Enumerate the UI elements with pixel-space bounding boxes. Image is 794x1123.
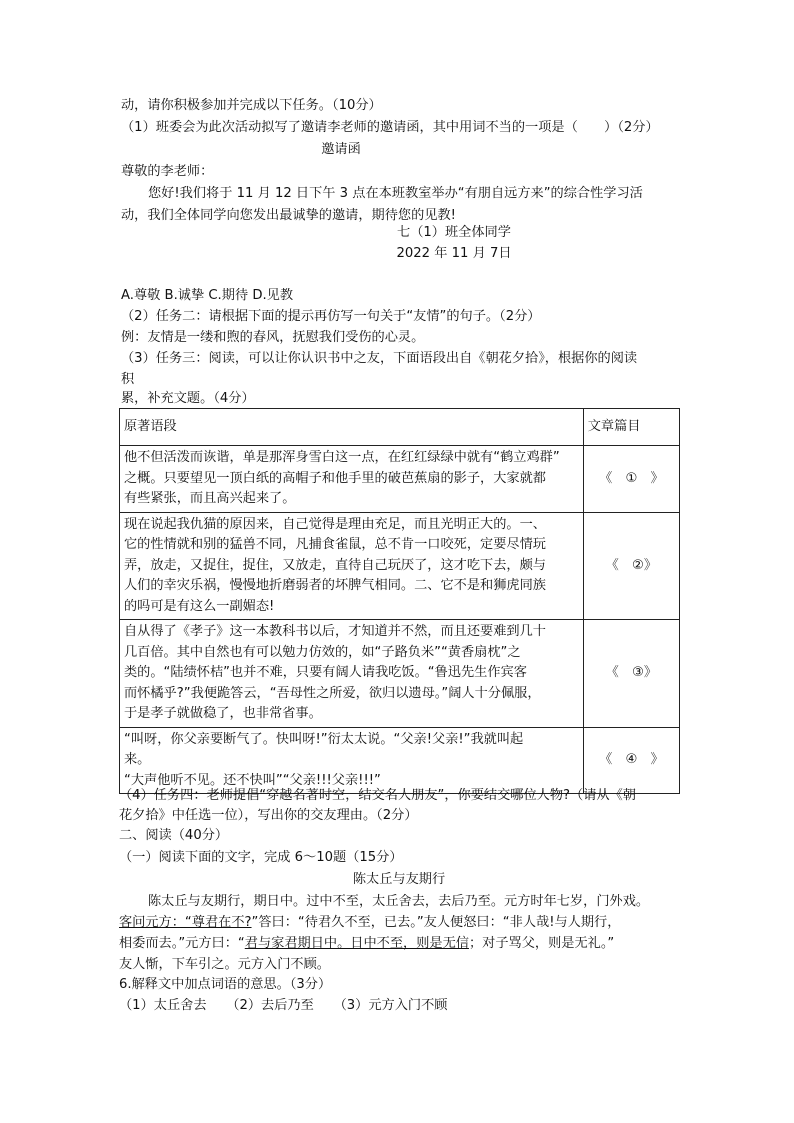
task-intro: 动，请你积极参加并完成以下任务。（10分） bbox=[121, 98, 382, 113]
passage-line: 有些紧张，而且高兴起来了。 bbox=[124, 491, 296, 506]
table-cell-passage bbox=[120, 727, 584, 794]
passage-line: 友人惭，下车引之。元方入门不顾。 bbox=[119, 957, 330, 972]
passage-line: 陈太丘与友期行，期日中。过中不至，太丘舍去，去后乃至。元方时年七岁，门外戏。 bbox=[148, 894, 650, 909]
passage-line: “大声他听不见。还不快叫”“父亲!!!父亲!!!” bbox=[124, 772, 381, 788]
letter-signature: 七（1）班全体同学 bbox=[397, 225, 511, 240]
section-heading: 二、阅读（40分） bbox=[119, 828, 229, 843]
passage-line: 人们的幸灾乐祸，慢慢地折磨弱者的坏脾气相同。二、它不是和狮虎同族 bbox=[124, 578, 546, 593]
task4-line2: 花夕拾》中任选一位），写出你的交友理由。（2分） bbox=[119, 808, 418, 823]
letter-salutation: 尊敬的李老师： bbox=[121, 164, 214, 179]
table-row bbox=[120, 512, 680, 620]
underlined-phrase: 君与家君期日中。日中不至，则是无信 bbox=[244, 936, 469, 951]
passage-line: 几百倍。其中自然也有可以勉力仿效的，如“子路负米”“黄香扇枕”之 bbox=[124, 644, 521, 660]
reference-table bbox=[119, 408, 680, 794]
task4-line1: （4）任务四：老师提倡“穿越名著时空，结交名人朋友”，你要结交哪位人物?（请从《朝 bbox=[119, 788, 636, 803]
task1-options: A.尊敬 B.诚挚 C.期待 D.见教 bbox=[121, 288, 294, 303]
passage-line: 之概。只要望见一顶白纸的高帽子和他手里的破芭蕉扇的影子，大家就都 bbox=[124, 470, 546, 486]
table-cell-passage bbox=[120, 620, 584, 728]
passage-line: 相委而去。”元方曰：“君与家君期日中。日中不至，则是无信；对子骂父，则是无礼。” bbox=[119, 936, 615, 951]
passage-line: 客问元方：“尊君在不?”答曰：“待君久不至，已去。”友人便怒曰：“非人哉!与人期行， bbox=[119, 915, 621, 930]
table-row bbox=[120, 620, 680, 728]
task1-question: （1）班委会为此次活动拟写了邀请李老师的邀请函，其中用词不当的一项是（ ）（2分） bbox=[121, 120, 659, 135]
passage-line: 弄，放走，又捉住，捉住，又放走，直待自己玩厌了，这才吃下去，颇与 bbox=[124, 557, 546, 573]
passage-line: 类的。“陆绩怀桔”也并不难，只要有阔人请我吃饭。“鲁迅先生作宾客 bbox=[124, 665, 527, 680]
passage-line: 它的性情就和别的猛兽不同，凡捕食雀鼠，总不肯一口咬死，定要尽情玩 bbox=[124, 537, 546, 552]
underlined-phrase: 客问元方：“尊君在不? bbox=[119, 915, 252, 930]
table-cell-title: 《 ③》 bbox=[583, 620, 679, 728]
task3-line1: （3）任务三：阅读，可以让你认识书中之友，下面语段出自《朝花夕拾》，根据你的阅读 bbox=[121, 351, 638, 366]
part-heading: （一）阅读下面的文字，完成 6～10题（15分） bbox=[119, 850, 403, 865]
letter-body-line1: 您好!我们将于 11 月 12 日下午 3 点在本班教室举办“有朋自远方来”的综合性学习活 bbox=[148, 186, 643, 201]
table-header-row bbox=[120, 409, 680, 446]
passage-line: “叫呀，你父亲要断气了。快叫呀!”衍太太说。“父亲!父亲!”我就叫起 bbox=[124, 731, 524, 747]
table-row bbox=[120, 727, 680, 794]
table-cell-passage bbox=[120, 446, 584, 513]
task2-question: （2）任务二：请根据下面的提示再仿写一句关于“友情”的句子。（2分） bbox=[121, 309, 541, 324]
task2-example: 例：友情是一缕和煦的春风，抚慰我们受伤的心灵。 bbox=[121, 330, 425, 345]
table-cell-title: 《 ②》 bbox=[583, 512, 679, 620]
table-cell-title: 《 ① 》 bbox=[583, 446, 679, 513]
question-6-stem: 6.解释文中加点词语的意思。（3分） bbox=[119, 977, 332, 992]
passage-line: 而怀橘乎?”我便跪答云，“吾母性之所爱，欲归以遗母。”阔人十分佩服， bbox=[124, 685, 541, 701]
passage-line: 的吗可是有这么一副媚态! bbox=[124, 598, 275, 614]
letter-title: 邀请函 bbox=[321, 142, 361, 157]
passage-line: 来。 bbox=[124, 752, 151, 767]
question-6-items: （1）太丘舍去 （2）去后乃至 （3）元方入门不顾 bbox=[119, 998, 448, 1013]
passage-line: 他不但活泼而诙谐，单是那浑身雪白这一点，在红红绿绿中就有“鹤立鸡群” bbox=[124, 450, 560, 465]
passage-line: 现在说起我仇猫的原因来，自己觉得是理由充足，而且光明正大的。一、 bbox=[124, 516, 546, 532]
table-header-passage: 原著语段 bbox=[120, 409, 584, 446]
letter-body-line2: 动，我们全体同学向您发出最诚挚的邀请，期待您的见教! bbox=[121, 208, 456, 223]
passage-title: 陈太丘与友期行 bbox=[352, 872, 446, 887]
task3-line3: 累，补充文题。（4分） bbox=[121, 391, 255, 406]
table-header-title: 文章篇目 bbox=[583, 409, 679, 446]
table-cell-title: 《 ④ 》 bbox=[583, 727, 679, 794]
task3-line2: 积 bbox=[121, 372, 135, 387]
passage-line: 自从得了《孝子》这一本教科书以后，才知道并不然，而且还要难到几十 bbox=[124, 624, 546, 639]
passage-line: 于是孝子就做稳了，也非常省事。 bbox=[124, 706, 322, 721]
letter-date: 2022 年 11 月 7日 bbox=[396, 246, 512, 261]
table-cell-passage bbox=[120, 512, 584, 620]
table-row bbox=[120, 446, 680, 513]
